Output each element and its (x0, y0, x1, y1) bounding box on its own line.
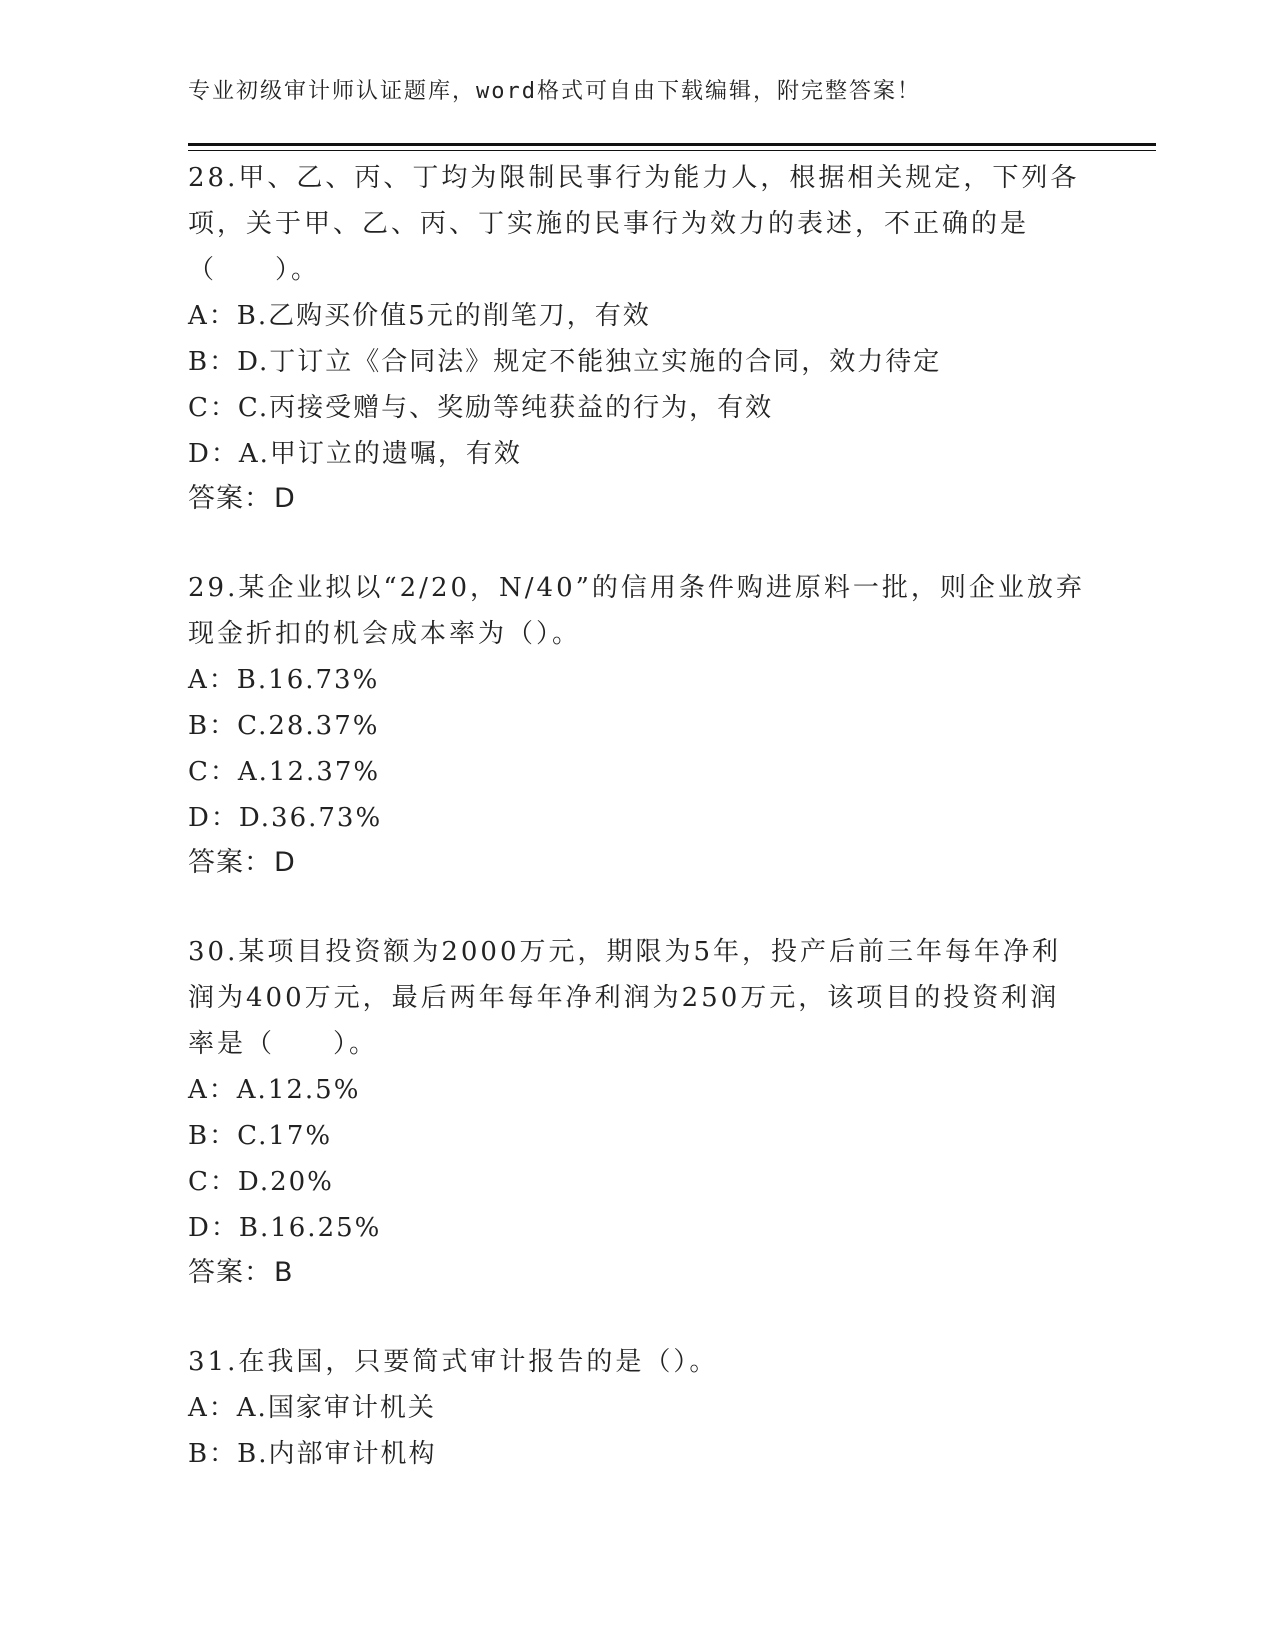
answer-value: B (274, 1257, 294, 1288)
answer-label: 答案： (188, 847, 272, 878)
question-31 (188, 1339, 1088, 1477)
option-b: B：D.丁订立《合同法》规定不能独立实施的合同，效力待定 (188, 347, 942, 377)
option-d: D：B.16.25% (188, 1213, 382, 1243)
answer-line (188, 1251, 1088, 1295)
header-rule-thick (188, 143, 1156, 146)
option-c: C：C.丙接受赠与、奖励等纯获益的行为，有效 (188, 393, 774, 423)
option-a: A：B.16.73% (188, 665, 380, 695)
answer-label: 答案： (188, 1257, 272, 1288)
answer-value: D (274, 847, 296, 878)
question-28 (188, 155, 1088, 521)
answer-label: 答案： (188, 483, 272, 514)
option-b: B：B.内部审计机构 (188, 1439, 437, 1469)
page-header: 专业初级审计师认证题库，word格式可自由下载编辑，附完整答案！ (188, 79, 921, 104)
option-d: D：D.36.73% (188, 803, 383, 833)
answer-value: D (274, 483, 296, 514)
option-a: A：A.国家审计机关 (188, 1393, 436, 1423)
question-stem: 31.在我国，只要简式审计报告的是（）。 (188, 1347, 719, 1377)
question-30 (188, 929, 1088, 1295)
question-stem: 28.甲、乙、丙、丁均为限制民事行为能力人，根据相关规定，下列各项，关于甲、乙、丙、丁实施的民事行为效力的表述，不正确的是（ ）。 (188, 163, 1080, 285)
header-rule-thin (188, 150, 1156, 151)
question-list (188, 155, 1088, 1477)
question-stem: 29.某企业拟以“2/20，N/40”的信用条件购进原料一批，则企业放弃现金折扣的机会成本率为（）。 (188, 573, 1085, 649)
answer-line (188, 841, 1088, 885)
answer-line (188, 477, 1088, 521)
option-b: B：C.28.37% (188, 711, 380, 741)
option-c: C：D.20% (188, 1167, 334, 1197)
question-29 (188, 565, 1088, 885)
option-a: A：A.12.5% (188, 1075, 361, 1105)
option-d: D：A.甲订立的遗嘱，有效 (188, 439, 522, 469)
question-stem: 30.某项目投资额为2000万元，期限为5年，投产后前三年每年净利润为400万元，最后两年每年净利润为250万元，该项目的投资利润率是（ ）。 (188, 937, 1062, 1059)
option-c: C：A.12.37% (188, 757, 381, 787)
option-a: A：B.乙购买价值5元的削笔刀，有效 (188, 301, 651, 331)
option-b: B：C.17% (188, 1121, 333, 1151)
